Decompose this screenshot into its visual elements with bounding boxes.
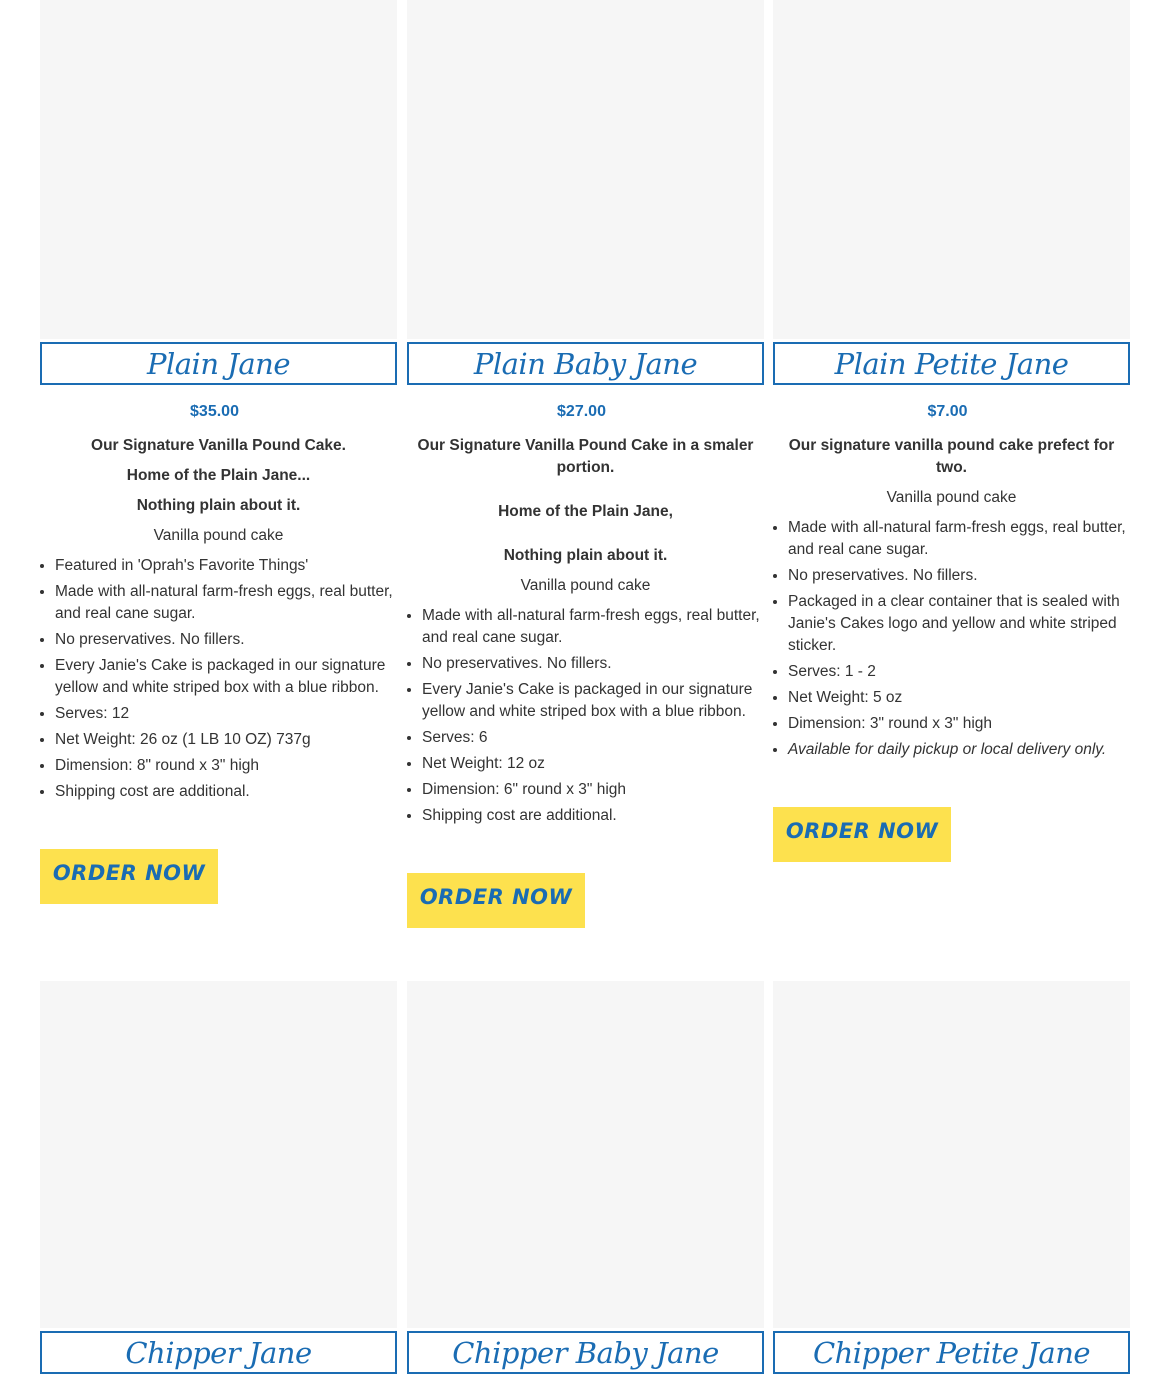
product-card-chipper-petite-jane [773, 981, 1130, 1374]
product-title-box[interactable] [407, 1331, 764, 1374]
product-title-box[interactable] [40, 1331, 397, 1374]
product-title[interactable]: Chipper Jane [125, 1335, 312, 1370]
feature-item: • Made with all-natural farm-fresh eggs, real butter, and real cane sugar. [422, 605, 764, 649]
feature-note: • Available for daily pickup or local delivery only. [788, 739, 1130, 761]
product-card-plain-baby-jane [407, 0, 764, 928]
description-line: Our Signature Vanilla Pound Cake. [91, 437, 346, 454]
description-line: Vanilla pound cake [886, 489, 1017, 506]
feature-item: • No preservatives. No fillers. [788, 565, 1130, 587]
product-image[interactable] [773, 0, 1130, 339]
product-image[interactable] [407, 0, 764, 339]
feature-item: • Dimension: 6" round x 3" high [422, 779, 764, 801]
feature-item: • Dimension: 8" round x 3" high [55, 755, 397, 777]
product-price: $35.00 [190, 403, 239, 420]
feature-item: • Net Weight: 5 oz [788, 687, 1130, 709]
product-title[interactable]: Plain Jane [146, 346, 290, 381]
product-card-plain-petite-jane [773, 0, 1130, 862]
feature-item: • Serves: 12 [55, 703, 397, 725]
description-line: Home of the Plain Jane, [498, 503, 673, 520]
feature-item: • Every Janie's Cake is packaged in our signature yellow and white striped box with a blue ribbon. [55, 655, 397, 699]
feature-item: • Dimension: 3" round x 3" high [788, 713, 1130, 735]
feature-item: • No preservatives. No fillers. [55, 629, 397, 651]
feature-item: • Shipping cost are additional. [422, 805, 764, 827]
product-image[interactable] [773, 981, 1130, 1328]
product-card-chipper-jane [40, 981, 397, 1374]
product-card-chipper-baby-jane [407, 981, 764, 1374]
feature-list [773, 517, 1130, 761]
feature-list [40, 555, 397, 803]
product-title[interactable]: Chipper Petite Jane [812, 1335, 1091, 1370]
description-line: Our Signature Vanilla Pound Cake in a smaler portion. [417, 437, 754, 476]
feature-item: • Net Weight: 12 oz [422, 753, 764, 775]
product-card-plain-jane [40, 0, 397, 904]
feature-item: • Serves: 1 - 2 [788, 661, 1130, 683]
product-description [773, 435, 1130, 509]
product-title[interactable]: Plain Petite Jane [834, 346, 1069, 381]
feature-item: • No preservatives. No fillers. [422, 653, 764, 675]
product-title-box[interactable] [773, 342, 1130, 385]
product-image[interactable] [40, 981, 397, 1328]
product-description [40, 435, 397, 547]
feature-item: • Every Janie's Cake is packaged in our signature yellow and white striped box with a blue ribbon. [422, 679, 764, 723]
product-title-box[interactable] [40, 342, 397, 385]
feature-list [407, 605, 764, 827]
product-image[interactable] [407, 981, 764, 1328]
feature-item: • Made with all-natural farm-fresh eggs, real butter, and real cane sugar. [788, 517, 1130, 561]
product-title-box[interactable] [407, 342, 764, 385]
feature-item: • Shipping cost are additional. [55, 781, 397, 803]
product-title[interactable]: Chipper Baby Jane [452, 1335, 719, 1370]
feature-item: • Net Weight: 26 oz (1 LB 10 OZ) 737g [55, 729, 397, 751]
feature-item: • Featured in 'Oprah's Favorite Things' [55, 555, 397, 577]
product-title[interactable]: Plain Baby Jane [473, 346, 698, 381]
order-now-button[interactable]: ORDER NOW [407, 873, 585, 928]
product-price: $27.00 [557, 403, 606, 420]
feature-item: • Serves: 6 [422, 727, 764, 749]
description-line: Vanilla pound cake [520, 577, 651, 594]
description-line: Home of the Plain Jane... [126, 467, 311, 484]
description-line: Nothing plain about it. [136, 497, 301, 514]
product-price: $7.00 [927, 403, 968, 420]
order-now-button[interactable]: ORDER NOW [40, 849, 218, 904]
feature-item: • Packaged in a clear container that is sealed with Janie's Cakes logo and yellow and white striped sticker. [788, 591, 1130, 657]
feature-item: • Made with all-natural farm-fresh eggs, real butter, and real cane sugar. [55, 581, 397, 625]
description-line: Vanilla pound cake [153, 527, 284, 544]
description-line: Our signature vanilla pound cake prefect for two. [788, 437, 1115, 476]
product-image[interactable] [40, 0, 397, 339]
description-line: Nothing plain about it. [503, 547, 668, 564]
product-description [407, 435, 764, 597]
order-now-button[interactable]: ORDER NOW [773, 807, 951, 862]
product-title-box[interactable] [773, 1331, 1130, 1374]
